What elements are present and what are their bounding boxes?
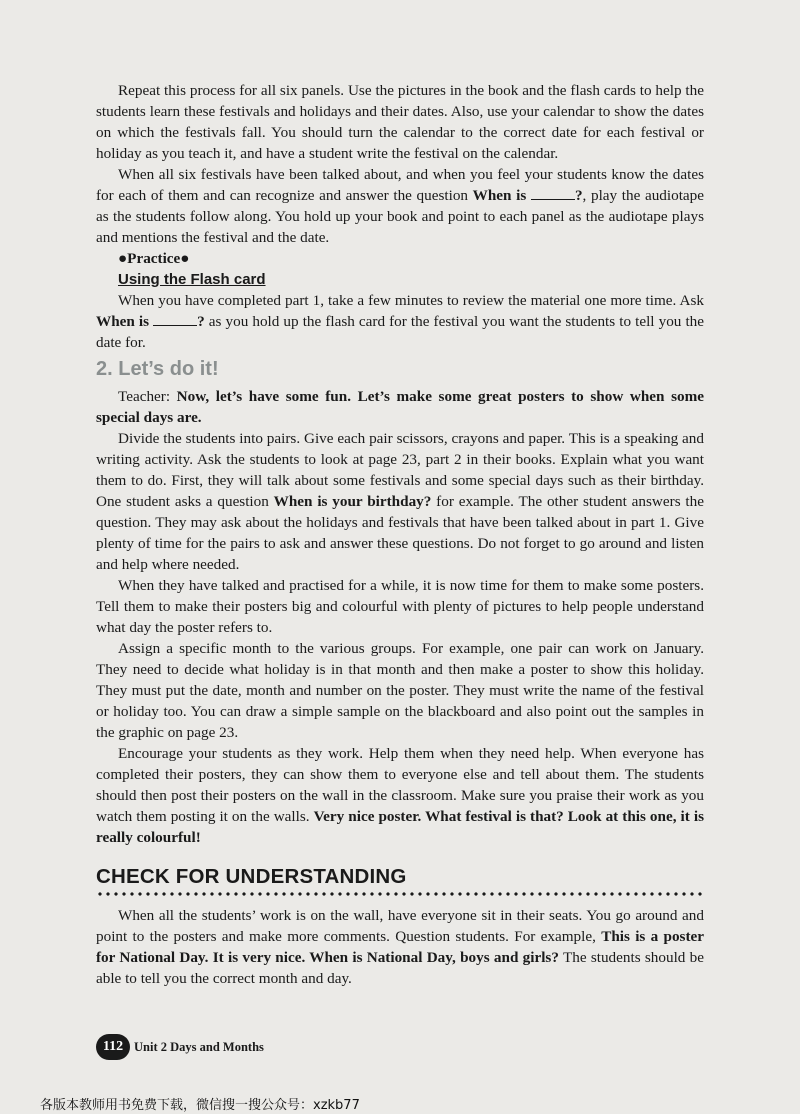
question-mark: ? — [197, 313, 205, 330]
text: When all the students’ work is on the wall, have everyone sit in their seats. You go around and point to the posters and make more comments. Question students. For example, — [96, 907, 704, 945]
page-footer — [96, 1034, 264, 1060]
bold-question: When is your birthday? — [273, 493, 432, 510]
text: , play the audiotape as the students follow along. You hold up your book and point to each panel as the audiotape plays and mentions the festival and the date. — [96, 187, 705, 246]
paragraph-check-understanding — [96, 905, 704, 989]
text: The students should be able to tell you the correct month and day. — [96, 949, 704, 987]
text: for example. The other student answers the question. They may ask about the holidays and festivals that have been talked about in part 1. Give plenty of time for the pairs to ask and answer these questions. Do not forget to go around and listen and help where needed. — [96, 493, 704, 573]
practice-label: ●Practice● — [118, 250, 190, 267]
paragraph-encourage — [96, 743, 704, 848]
check-understanding-header — [96, 865, 704, 897]
check-understanding-title: CHECK FOR UNDERSTANDING — [96, 865, 407, 888]
teacher-label: Teacher: — [118, 388, 177, 405]
unit-label: Unit 2 Days and Months — [134, 1039, 264, 1054]
paragraph-assign-month: Assign a specific month to the various groups. For example, one pair can work on January. They need to decide what holiday is in that month and then make a poster to show this holiday. They must put the date, month and number on the poster. They must write the name of the festival or holiday too. You can draw a simple sample on the blackboard and also point out the samples in the graphic on page 23. — [96, 640, 704, 741]
paragraph-teacher — [96, 386, 704, 428]
flash-card-heading: Using the Flash card — [118, 271, 266, 288]
bold-question: When is — [96, 313, 150, 330]
page-number-badge: 112 — [96, 1034, 130, 1060]
text: When all six festivals have been talked about, and when you feel your students know the dates for each of them and can recognize and answer the question — [96, 166, 704, 204]
paragraph-make-posters: When they have talked and practised for a while, it is now time for them to make some posters. Tell them to make their posters big and colourful with plenty of pictures to help people understand what day the poster refers to. — [96, 577, 704, 636]
text: Divide the students into pairs. Give each pair scissors, crayons and paper. This is a speaking and writing activity. Ask the students to look at page 23, part 2 in their books. Explain what you want them to do. First, they will talk about some festivals and some special days such as their birthday. One student asks a question — [96, 430, 704, 510]
paragraph-repeat-process: Repeat this process for all six panels. Use the pictures in the book and the flash cards to help the students learn these festivals and holidays and their dates. Also, use your calendar to show the dates on which the festivals fall. You should turn the calendar to the correct date for each festival or holiday as you teach it, and have a student write the festival on the calendar. — [96, 82, 704, 162]
section-heading-lets-do-it: 2. Let’s do it! — [96, 358, 219, 380]
bold-phrases: This is a poster for National Day. It is very nice. When is National Day, boys and girls? — [96, 928, 704, 966]
text: as you hold up the flash card for the festival you want the students to tell you the date for. — [96, 313, 705, 351]
bold-phrases: Very nice poster. What festival is that? Look at this one, it is really colourful! — [96, 808, 704, 846]
download-note: 各版本教师用书免费下载，微信搜一搜公众号：xzkb77 — [40, 1098, 360, 1113]
blank-line — [531, 187, 575, 200]
paragraph-review — [96, 290, 704, 353]
text: Encourage your students as they work. Help them when they need help. When everyone has completed their posters, they can show them to everyone else and tell about them. The students should then post their posters on the wall in the classroom. Make sure you praise their work as you watch them posting it on the walls. — [96, 745, 704, 825]
blank-line — [153, 313, 197, 326]
question-mark: ? — [574, 187, 583, 204]
paragraph-all-six-festivals — [96, 164, 704, 248]
page-body — [96, 80, 704, 989]
dotted-divider — [96, 891, 704, 897]
text: When you have completed part 1, take a few minutes to review the material one more time. Ask — [118, 292, 704, 309]
paragraph-divide-pairs — [96, 428, 704, 575]
bold-question: When is — [472, 187, 527, 204]
teacher-line: Now, let’s have some fun. Let’s make some great posters to show when some special days are. — [96, 388, 704, 426]
